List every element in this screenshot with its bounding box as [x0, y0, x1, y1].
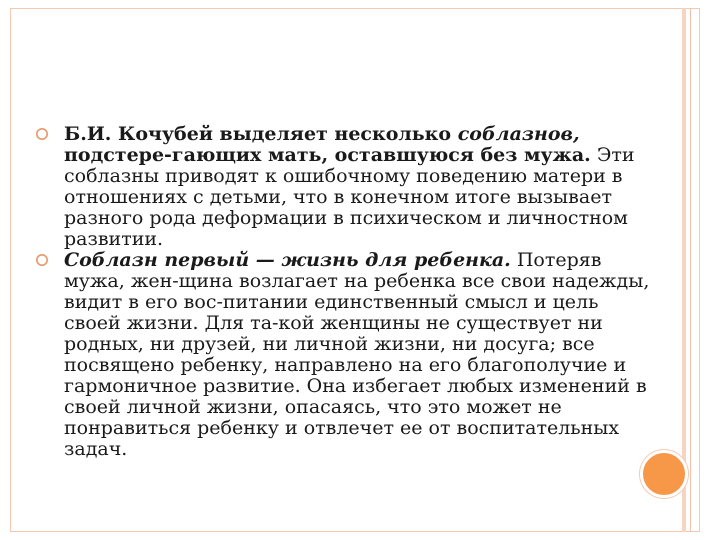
paragraph-lead-emphasis: Соблазн первый — жизнь для ребенка. — [64, 249, 511, 271]
slide-border-right-line — [690, 8, 691, 532]
list-item — [35, 124, 655, 250]
paragraph-lead: Б.И. Кочубей выделяет несколько — [64, 123, 458, 145]
paragraph-lead-continued: подстере-гающих мать, оставшуюся без мужа. — [64, 144, 591, 166]
list-item — [35, 250, 655, 460]
slide-border-right-band — [682, 8, 686, 532]
paragraph-lead-emphasis: соблазнов, — [457, 123, 580, 145]
hollow-circle-bullet-icon — [35, 127, 49, 141]
hollow-circle-bullet-icon — [35, 253, 49, 267]
slide-content — [35, 124, 655, 460]
paragraph-text: Эти соблазны приводят к ошибочному поведению матери в отношениях с детьми, что в конечном итоге вызывает разного рода деформации в психическом и личностном развитии. — [64, 144, 635, 250]
paragraph-text: Потеряв мужа, жен-щина возлагает на ребенка все свои надежды, видит в его вос-питании единственный смысл и цель своей жизни. Для та-кой женщины не существует ни родных, ни друзей, ни личной жизни, ни досуга; все посвящено ребенку, направлено на его благополучие и гармоничное развитие. Она избегает любых изменений в своей личной жизни, опасаясь, что это может не понравиться ребенку и отвлечет ее от воспитательных задач. — [64, 249, 650, 460]
